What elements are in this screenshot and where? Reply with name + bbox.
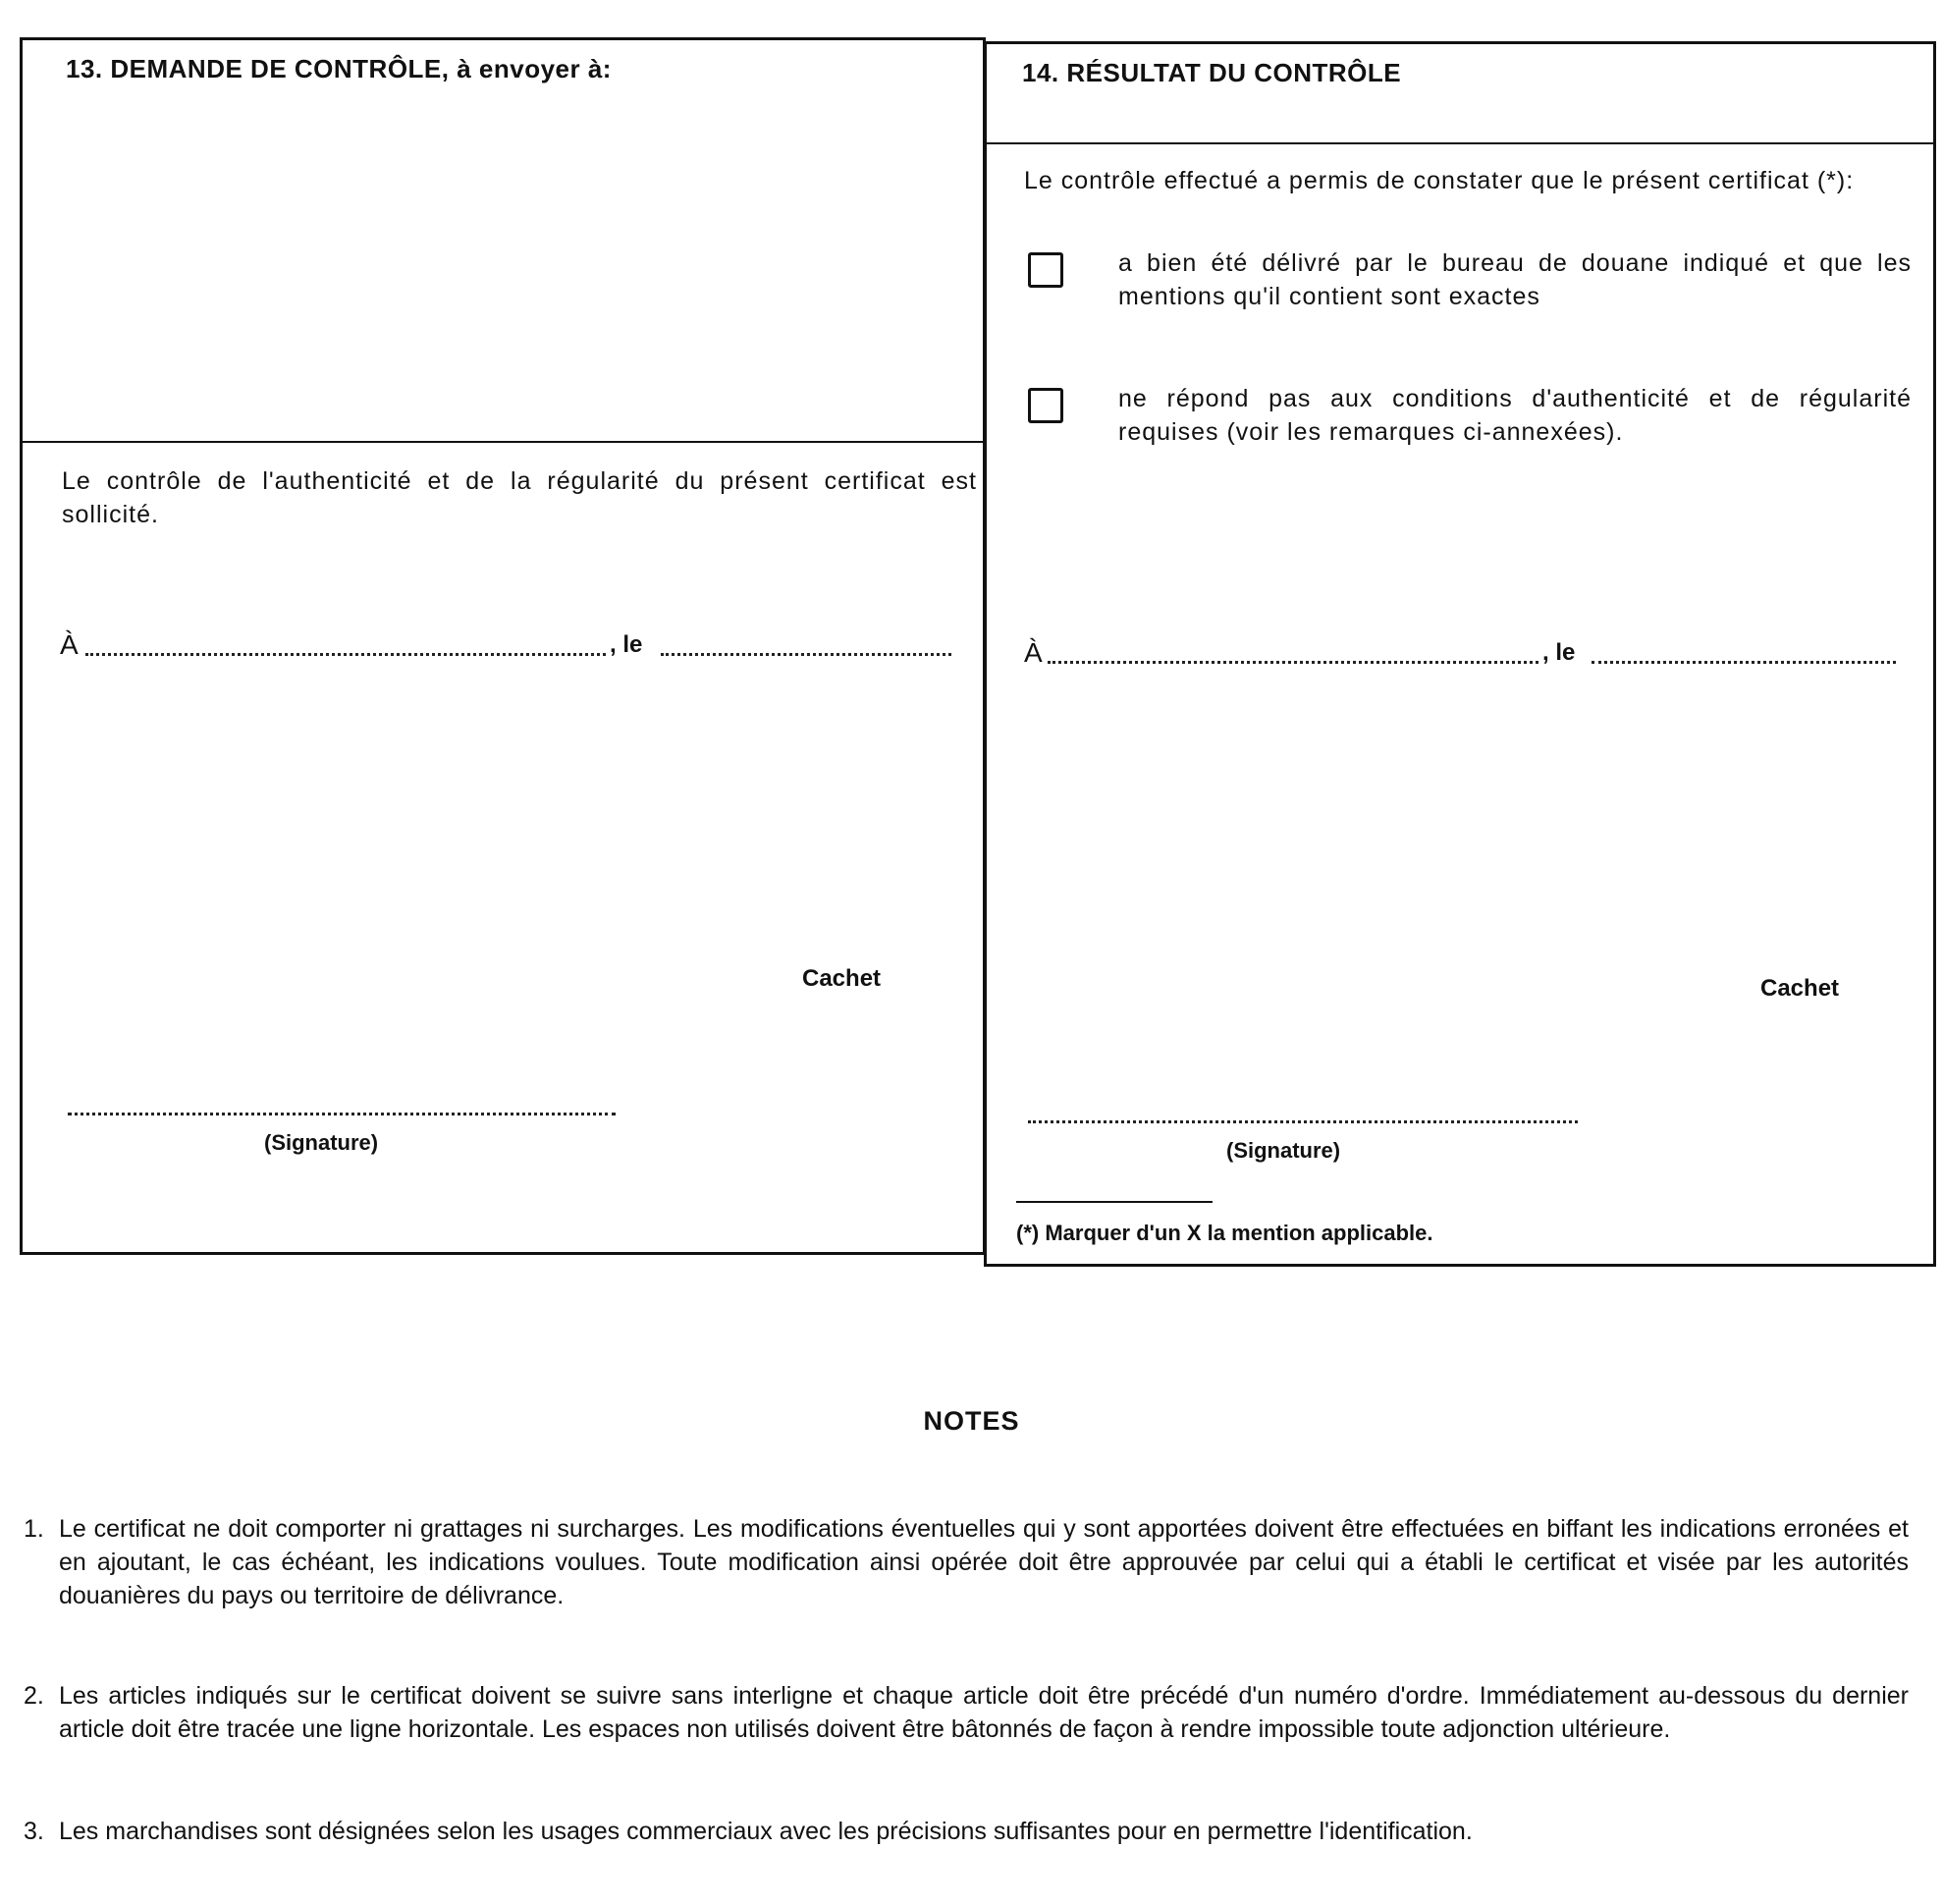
place-prefix: À [60, 629, 79, 660]
note-text: Les marchandises sont désignées selon les usages commerciaux avec les précisions suffisantes pour en permettre l'identification. [59, 1818, 1473, 1845]
box-14-heading: 14. RÉSULTAT DU CONTRÔLE [1022, 58, 1402, 87]
note-number: 2. [24, 1682, 44, 1710]
intro-text: Le contrôle effectué a permis de constater que le présent certificat (*): [1024, 167, 1855, 194]
place-field[interactable] [1048, 661, 1538, 664]
box-13-control-request [20, 37, 986, 1255]
note-text: Le certificat ne doit comporter ni grattages ni surcharges. Les modifications éventuelles qui y sont apportées doivent être effectuées en biffant les indications erronées et en ajoutant, le cas échéant, les indications voulues. Toute modification ainsi opérée doit être approuvée par celui qui a établi le certificat et visée par les autorités douanières du pays ou territoire de délivrance. [59, 1515, 1909, 1609]
place-field[interactable] [85, 653, 606, 656]
option-1-label: a bien été délivré par le bureau de douane indiqué et que les mentions qu'il contient sont exactes [1118, 249, 1912, 310]
place-prefix: À [1024, 637, 1043, 668]
notes-title: NOTES [923, 1406, 1020, 1436]
box-13-divider [23, 441, 983, 443]
date-field[interactable] [1592, 661, 1896, 664]
date-field[interactable] [661, 653, 951, 656]
signature-label: (Signature) [1226, 1138, 1341, 1163]
option-2-checkbox[interactable] [1028, 388, 1063, 423]
stamp-label: Cachet [1760, 975, 1840, 1002]
note-number: 3. [24, 1818, 44, 1845]
option-2-label: ne répond pas aux conditions d'authenticité et de régularité requises (voir les remarques ci-annexées). [1118, 385, 1912, 446]
note-number: 1. [24, 1515, 44, 1543]
footnote-rule [1016, 1201, 1213, 1203]
option-1-checkbox[interactable] [1028, 252, 1063, 288]
box-13-heading: 13. DEMANDE DE CONTRÔLE, à envoyer à: [66, 54, 612, 83]
box-14-divider [987, 142, 1933, 144]
stamp-label: Cachet [802, 965, 882, 992]
date-prefix: , le [610, 631, 643, 658]
date-prefix: , le [1542, 639, 1576, 666]
control-form [20, 37, 1936, 1255]
signature-label: (Signature) [264, 1130, 379, 1155]
signature-field[interactable] [1028, 1120, 1578, 1123]
box-14-control-result [984, 41, 1936, 1267]
footnote: (*) Marquer d'un X la mention applicable. [1016, 1221, 1433, 1245]
note-text: Les articles indiqués sur le certificat doivent se suivre sans interligne et chaque article doit être précédé d'un numéro d'ordre. Immédiatement au-dessous du dernier article doit être tracée une ligne horizontale. Les espaces non utilisés doivent être bâtonnés de façon à rendre impossible toute adjonction ultérieure. [59, 1682, 1909, 1743]
signature-field[interactable] [68, 1113, 616, 1115]
request-text: Le contrôle de l'authenticité et de la régularité du présent certificat est sollicité. [62, 467, 977, 528]
